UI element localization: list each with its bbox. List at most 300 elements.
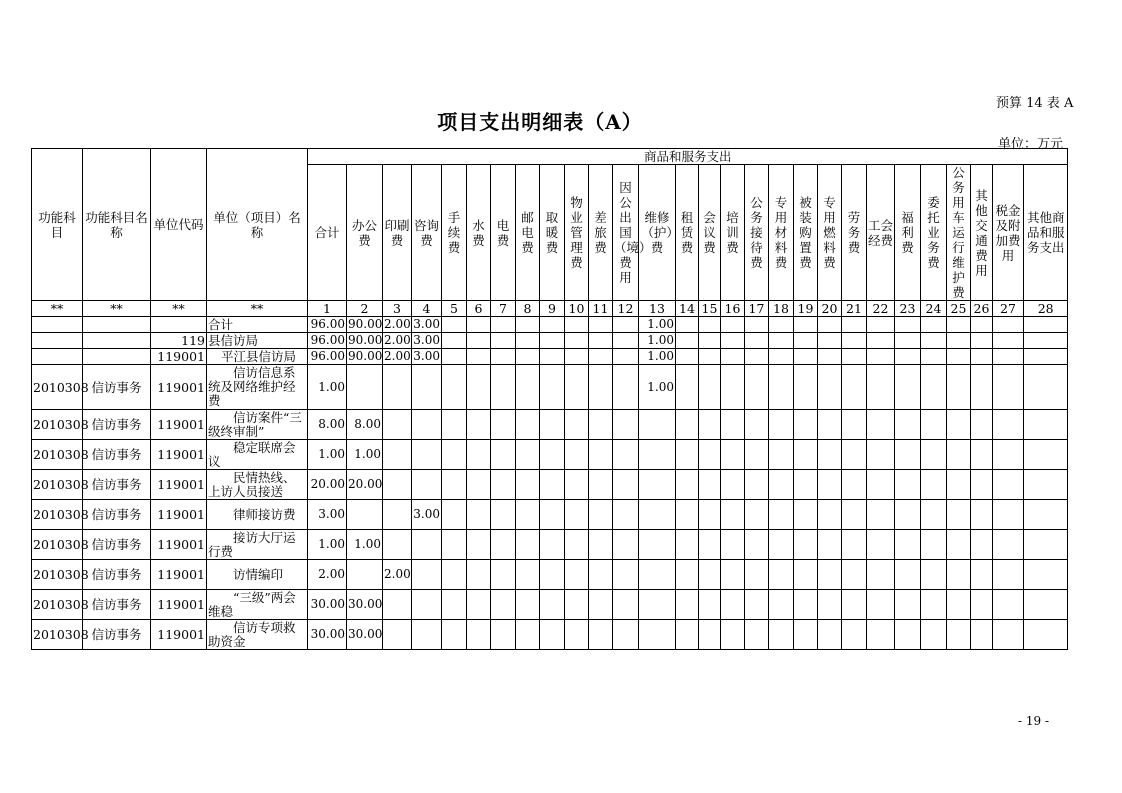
index-number: 9 [540, 301, 565, 317]
header-func-code: 功能科目 [32, 149, 83, 301]
value-cell-col-18 [769, 560, 794, 590]
value-cell-col-7 [491, 317, 516, 333]
value-cell-col-2: 20.00 [347, 470, 383, 500]
index-mark: ** [151, 301, 207, 317]
value-cell-col-8 [516, 470, 540, 500]
value-cell-col-12 [613, 470, 639, 500]
value-cell-col-26 [971, 530, 993, 560]
value-cell-col-6 [467, 530, 491, 560]
table-row [32, 470, 1068, 500]
value-cell-col-20 [818, 500, 842, 530]
value-cell-col-16 [721, 620, 745, 650]
unit-code-cell: 119001 [151, 500, 207, 530]
value-cell-col-2: 30.00 [347, 620, 383, 650]
header-col-27: 税金及附加费用 [993, 165, 1024, 301]
value-cell-col-9 [540, 317, 565, 333]
func-code-cell: 2010308 [32, 530, 83, 560]
value-cell-col-27 [993, 590, 1024, 620]
value-cell-col-19 [794, 333, 818, 349]
unit-code-cell: 119001 [151, 590, 207, 620]
header-col-24: 委托业务费 [921, 165, 947, 301]
value-cell-col-3 [383, 470, 412, 500]
index-number: 14 [676, 301, 699, 317]
table-row [32, 620, 1068, 650]
value-cell-col-24 [921, 349, 947, 365]
func-name-cell: 信访事务 [83, 410, 151, 440]
table-row [32, 317, 1068, 333]
value-cell-col-25 [947, 333, 971, 349]
value-cell-col-28 [1024, 590, 1068, 620]
value-cell-col-18 [769, 349, 794, 365]
value-cell-col-17 [745, 333, 769, 349]
value-cell-col-7 [491, 470, 516, 500]
index-number: 25 [947, 301, 971, 317]
header-col-13: 维修（护）费 [639, 165, 676, 301]
value-cell-col-14 [676, 530, 699, 560]
value-cell-col-26 [971, 560, 993, 590]
value-cell-col-21 [842, 470, 867, 500]
value-cell-col-14 [676, 440, 699, 470]
func-code-cell: 2010308 [32, 440, 83, 470]
index-number: 20 [818, 301, 842, 317]
value-cell-col-15 [699, 560, 721, 590]
value-cell-col-19 [794, 470, 818, 500]
value-cell-col-11 [589, 317, 613, 333]
value-cell-col-18 [769, 317, 794, 333]
value-cell-col-7 [491, 349, 516, 365]
index-number: 11 [589, 301, 613, 317]
value-cell-col-3 [383, 620, 412, 650]
func-code-cell [32, 349, 83, 365]
value-cell-col-11 [589, 349, 613, 365]
value-cell-col-17 [745, 590, 769, 620]
value-cell-col-16 [721, 530, 745, 560]
func-code-cell: 2010308 [32, 500, 83, 530]
value-cell-col-18 [769, 440, 794, 470]
index-mark: ** [207, 301, 308, 317]
value-cell-col-5 [442, 349, 467, 365]
value-cell-col-22 [867, 333, 895, 349]
value-cell-col-15 [699, 440, 721, 470]
value-cell-col-20 [818, 365, 842, 410]
value-cell-col-6 [467, 620, 491, 650]
index-number: 24 [921, 301, 947, 317]
value-cell-col-10 [565, 365, 589, 410]
value-cell-col-24 [921, 590, 947, 620]
unit-code-cell: 119001 [151, 620, 207, 650]
value-cell-col-4 [412, 620, 442, 650]
value-cell-col-4 [412, 470, 442, 500]
value-cell-col-9 [540, 620, 565, 650]
value-cell-col-20 [818, 470, 842, 500]
value-cell-col-21 [842, 410, 867, 440]
unit-code-cell: 119 [151, 333, 207, 349]
value-cell-col-10 [565, 470, 589, 500]
value-cell-col-6 [467, 410, 491, 440]
value-cell-col-10 [565, 410, 589, 440]
header-col-23: 福利费 [895, 165, 921, 301]
value-cell-col-6 [467, 440, 491, 470]
index-number: 15 [699, 301, 721, 317]
value-cell-col-3 [383, 410, 412, 440]
unit-name-cell: 接访大厅运行费 [207, 530, 308, 560]
value-cell-col-13 [639, 410, 676, 440]
value-cell-col-27 [993, 530, 1024, 560]
value-cell-col-14 [676, 560, 699, 590]
value-cell-col-25 [947, 620, 971, 650]
value-cell-col-10 [565, 349, 589, 365]
value-cell-col-7 [491, 590, 516, 620]
value-cell-col-11 [589, 365, 613, 410]
value-cell-col-17 [745, 349, 769, 365]
index-number: 8 [516, 301, 540, 317]
value-cell-col-15 [699, 590, 721, 620]
value-cell-col-3 [383, 530, 412, 560]
value-cell-col-8 [516, 410, 540, 440]
value-cell-col-28 [1024, 349, 1068, 365]
value-cell-col-3: 2.00 [383, 560, 412, 590]
func-code-cell: 2010308 [32, 590, 83, 620]
value-cell-col-24 [921, 500, 947, 530]
value-cell-col-12 [613, 560, 639, 590]
value-cell-col-12 [613, 590, 639, 620]
value-cell-col-14 [676, 500, 699, 530]
value-cell-col-20 [818, 333, 842, 349]
value-cell-col-17 [745, 560, 769, 590]
value-cell-col-28 [1024, 620, 1068, 650]
value-cell-col-24 [921, 365, 947, 410]
value-cell-col-10 [565, 530, 589, 560]
value-cell-col-2: 30.00 [347, 590, 383, 620]
value-cell-col-25 [947, 365, 971, 410]
value-cell-col-2: 90.00 [348, 317, 383, 331]
value-cell-col-27 [993, 440, 1024, 470]
index-number: 7 [491, 301, 516, 317]
unit-code-cell: 119001 [151, 560, 207, 590]
value-cell-col-8 [516, 349, 540, 365]
value-cell-col-10 [565, 560, 589, 590]
header-col-26: 其他交通费用 [971, 165, 993, 301]
value-cell-col-27 [993, 560, 1024, 590]
value-cell-col-14 [676, 470, 699, 500]
value-cell-col-13 [639, 530, 676, 560]
func-code-cell: 2010308 [32, 410, 83, 440]
header-col-9: 取暖费 [540, 165, 565, 301]
value-cell-col-26 [971, 410, 993, 440]
value-cell-col-3 [383, 365, 412, 410]
table-row [32, 500, 1068, 530]
header-col-7: 电费 [491, 165, 516, 301]
value-cell-col-23 [895, 349, 921, 365]
value-cell-col-27 [993, 349, 1024, 365]
index-number: 27 [993, 301, 1024, 317]
value-cell-col-14 [676, 349, 699, 365]
value-cell-col-9 [540, 349, 565, 365]
value-cell-col-26 [971, 317, 993, 333]
value-cell-col-7 [491, 333, 516, 349]
index-number: 26 [971, 301, 993, 317]
value-cell-col-22 [867, 530, 895, 560]
header-col-25: 公务用车运行维护费 [947, 165, 971, 301]
index-number: 16 [721, 301, 745, 317]
value-cell-col-10 [565, 590, 589, 620]
value-cell-col-16 [721, 333, 745, 349]
value-cell-col-26 [971, 590, 993, 620]
value-cell-col-28 [1024, 560, 1068, 590]
value-cell-col-5 [442, 317, 467, 333]
value-cell-col-17 [745, 365, 769, 410]
value-cell-col-20 [818, 349, 842, 365]
value-cell-col-28 [1024, 333, 1068, 349]
header-col-15: 会议费 [699, 165, 721, 301]
value-cell-col-27 [993, 470, 1024, 500]
value-cell-col-12 [613, 365, 639, 410]
value-cell-col-23 [895, 470, 921, 500]
func-code-cell [32, 317, 83, 333]
value-cell-col-19 [794, 500, 818, 530]
func-name-cell: 信访事务 [83, 470, 151, 500]
value-cell-col-9 [540, 590, 565, 620]
value-cell-col-14 [676, 365, 699, 410]
unit-name-cell: 平江县信访局 [207, 349, 308, 365]
value-cell-col-4 [412, 530, 442, 560]
unit-name-cell: 稳定联席会议 [207, 440, 308, 470]
header-goods-services-group: 商品和服务支出 [308, 149, 1068, 165]
header-col-14: 租赁费 [676, 165, 699, 301]
header-col-6: 水费 [467, 165, 491, 301]
value-cell-col-1: 8.00 [308, 410, 347, 440]
index-number: 22 [867, 301, 895, 317]
value-cell-col-28 [1024, 317, 1068, 333]
unit-name-cell: 民情热线、上访人员接送 [207, 470, 308, 500]
value-cell-col-16 [721, 590, 745, 620]
value-cell-col-1: 2.00 [308, 560, 347, 590]
unit-label: 单位：万元 [998, 137, 1064, 152]
value-cell-col-27 [993, 410, 1024, 440]
value-cell-col-27 [993, 365, 1024, 410]
value-cell-col-13 [639, 440, 676, 470]
value-cell-col-6 [467, 365, 491, 410]
value-cell-col-7 [491, 410, 516, 440]
func-name-cell: 信访事务 [83, 440, 151, 470]
value-cell-col-23 [895, 500, 921, 530]
value-cell-col-21 [842, 500, 867, 530]
value-cell-col-20 [818, 590, 842, 620]
value-cell-col-11 [589, 530, 613, 560]
value-cell-col-11 [589, 440, 613, 470]
func-name-cell [83, 317, 151, 333]
value-cell-col-17 [745, 620, 769, 650]
value-cell-col-15 [699, 530, 721, 560]
value-cell-col-25 [947, 500, 971, 530]
value-cell-col-19 [794, 440, 818, 470]
value-cell-col-5 [442, 620, 467, 650]
value-cell-col-10 [565, 620, 589, 650]
value-cell-col-14 [676, 333, 699, 349]
func-name-cell [83, 349, 151, 365]
header-col-16: 培训费 [721, 165, 745, 301]
value-cell-col-16 [721, 365, 745, 410]
header-col-18: 专用材料费 [769, 165, 794, 301]
value-cell-col-26 [971, 620, 993, 650]
value-cell-col-19 [794, 410, 818, 440]
value-cell-col-19 [794, 317, 818, 333]
index-number: 5 [442, 301, 467, 317]
value-cell-col-24 [921, 410, 947, 440]
unit-code-cell: 119001 [151, 440, 207, 470]
value-cell-col-20 [818, 620, 842, 650]
value-cell-col-3: 2.00 [384, 349, 411, 363]
index-number: 21 [842, 301, 867, 317]
value-cell-col-21 [842, 620, 867, 650]
value-cell-col-8 [516, 365, 540, 410]
value-cell-col-13: 1.00 [639, 317, 676, 333]
unit-code-cell: 119001 [151, 470, 207, 500]
func-code-cell [32, 333, 83, 349]
value-cell-col-8 [516, 620, 540, 650]
value-cell-col-10 [565, 317, 589, 333]
value-cell-col-8 [516, 333, 540, 349]
value-cell-col-25 [947, 590, 971, 620]
value-cell-col-28 [1024, 410, 1068, 440]
value-cell-col-25 [947, 470, 971, 500]
unit-code-cell: 119001 [151, 365, 207, 410]
value-cell-col-9 [540, 365, 565, 410]
value-cell-col-7 [491, 560, 516, 590]
index-number: 10 [565, 301, 589, 317]
value-cell-col-21 [842, 333, 867, 349]
value-cell-col-12 [613, 530, 639, 560]
value-cell-col-20 [818, 440, 842, 470]
value-cell-col-12 [613, 440, 639, 470]
value-cell-col-9 [540, 410, 565, 440]
value-cell-col-6 [467, 560, 491, 590]
value-cell-col-25 [947, 560, 971, 590]
value-cell-col-12 [613, 410, 639, 440]
value-cell-col-23 [895, 410, 921, 440]
value-cell-col-12 [613, 620, 639, 650]
table-row [32, 333, 1068, 349]
value-cell-col-24 [921, 440, 947, 470]
value-cell-col-20 [818, 410, 842, 440]
value-cell-col-16 [721, 440, 745, 470]
unit-code-cell: 119001 [151, 349, 207, 365]
value-cell-col-22 [867, 590, 895, 620]
header-col-17: 公务接待费 [745, 165, 769, 301]
value-cell-col-15 [699, 470, 721, 500]
page-title: 项目支出明细表（A） [437, 110, 643, 134]
value-cell-col-24 [921, 333, 947, 349]
value-cell-col-26 [971, 333, 993, 349]
value-cell-col-5 [442, 470, 467, 500]
value-cell-col-27 [993, 620, 1024, 650]
value-cell-col-24 [921, 530, 947, 560]
value-cell-col-11 [589, 410, 613, 440]
value-cell-col-18 [769, 365, 794, 410]
value-cell-col-12 [613, 500, 639, 530]
value-cell-col-19 [794, 560, 818, 590]
func-name-cell: 信访事务 [83, 500, 151, 530]
value-cell-col-27 [993, 317, 1024, 333]
value-cell-col-28 [1024, 530, 1068, 560]
value-cell-col-4: 3.00 [413, 333, 440, 347]
value-cell-col-14 [676, 590, 699, 620]
value-cell-col-15 [699, 620, 721, 650]
func-code-cell: 2010308 [32, 560, 83, 590]
value-cell-col-1: 1.00 [308, 440, 347, 470]
header-func-name: 功能科目名称 [83, 149, 151, 301]
value-cell-col-6 [467, 590, 491, 620]
value-cell-col-14 [676, 317, 699, 333]
value-cell-col-21 [842, 560, 867, 590]
header-col-8: 邮电费 [516, 165, 540, 301]
value-cell-col-23 [895, 560, 921, 590]
value-cell-col-5 [442, 365, 467, 410]
unit-name-cell: 信访案件“三级终审制” [207, 410, 308, 440]
value-cell-col-27 [993, 500, 1024, 530]
value-cell-col-4: 3.00 [413, 317, 440, 331]
value-cell-col-7 [491, 440, 516, 470]
table-row [32, 440, 1068, 470]
value-cell-col-1: 1.00 [308, 365, 347, 410]
value-cell-col-2: 1.00 [347, 440, 383, 470]
value-cell-col-17 [745, 410, 769, 440]
value-cell-col-13: 1.00 [639, 333, 676, 349]
value-cell-col-22 [867, 410, 895, 440]
value-cell-col-13: 1.00 [639, 365, 676, 410]
value-cell-col-13 [639, 560, 676, 590]
table-row [32, 530, 1068, 560]
value-cell-col-10 [565, 500, 589, 530]
value-cell-col-18 [769, 333, 794, 349]
table-row [32, 365, 1068, 410]
value-cell-col-16 [721, 410, 745, 440]
value-cell-col-1: 3.00 [308, 500, 347, 530]
value-cell-col-2 [347, 365, 383, 410]
value-cell-col-16 [721, 560, 745, 590]
index-number: 19 [794, 301, 818, 317]
value-cell-col-13 [639, 470, 676, 500]
unit-name-cell: “三级”两会维稳 [207, 590, 308, 620]
header-unit-code: 单位代码 [151, 149, 207, 301]
index-number: 23 [895, 301, 921, 317]
func-name-cell: 信访事务 [83, 560, 151, 590]
value-cell-col-25 [947, 410, 971, 440]
value-cell-col-9 [540, 500, 565, 530]
value-cell-col-21 [842, 590, 867, 620]
unit-name-cell: 信访专项救助资金 [207, 620, 308, 650]
value-cell-col-4 [412, 440, 442, 470]
value-cell-col-16 [721, 500, 745, 530]
value-cell-col-3 [383, 500, 412, 530]
value-cell-col-4: 3.00 [412, 500, 442, 530]
value-cell-col-19 [794, 620, 818, 650]
value-cell-col-2 [347, 500, 383, 530]
value-cell-col-4 [412, 590, 442, 620]
value-cell-col-18 [769, 620, 794, 650]
value-cell-col-8 [516, 440, 540, 470]
value-cell-col-8 [516, 530, 540, 560]
index-number: 28 [1024, 301, 1068, 317]
table-row [32, 560, 1068, 590]
value-cell-col-2: 1.00 [347, 530, 383, 560]
index-number: 12 [613, 301, 639, 317]
value-cell-col-23 [895, 620, 921, 650]
index-number: 6 [467, 301, 491, 317]
value-cell-col-23 [895, 317, 921, 333]
header-col-3: 印刷费 [383, 165, 412, 301]
value-cell-col-7 [491, 365, 516, 410]
